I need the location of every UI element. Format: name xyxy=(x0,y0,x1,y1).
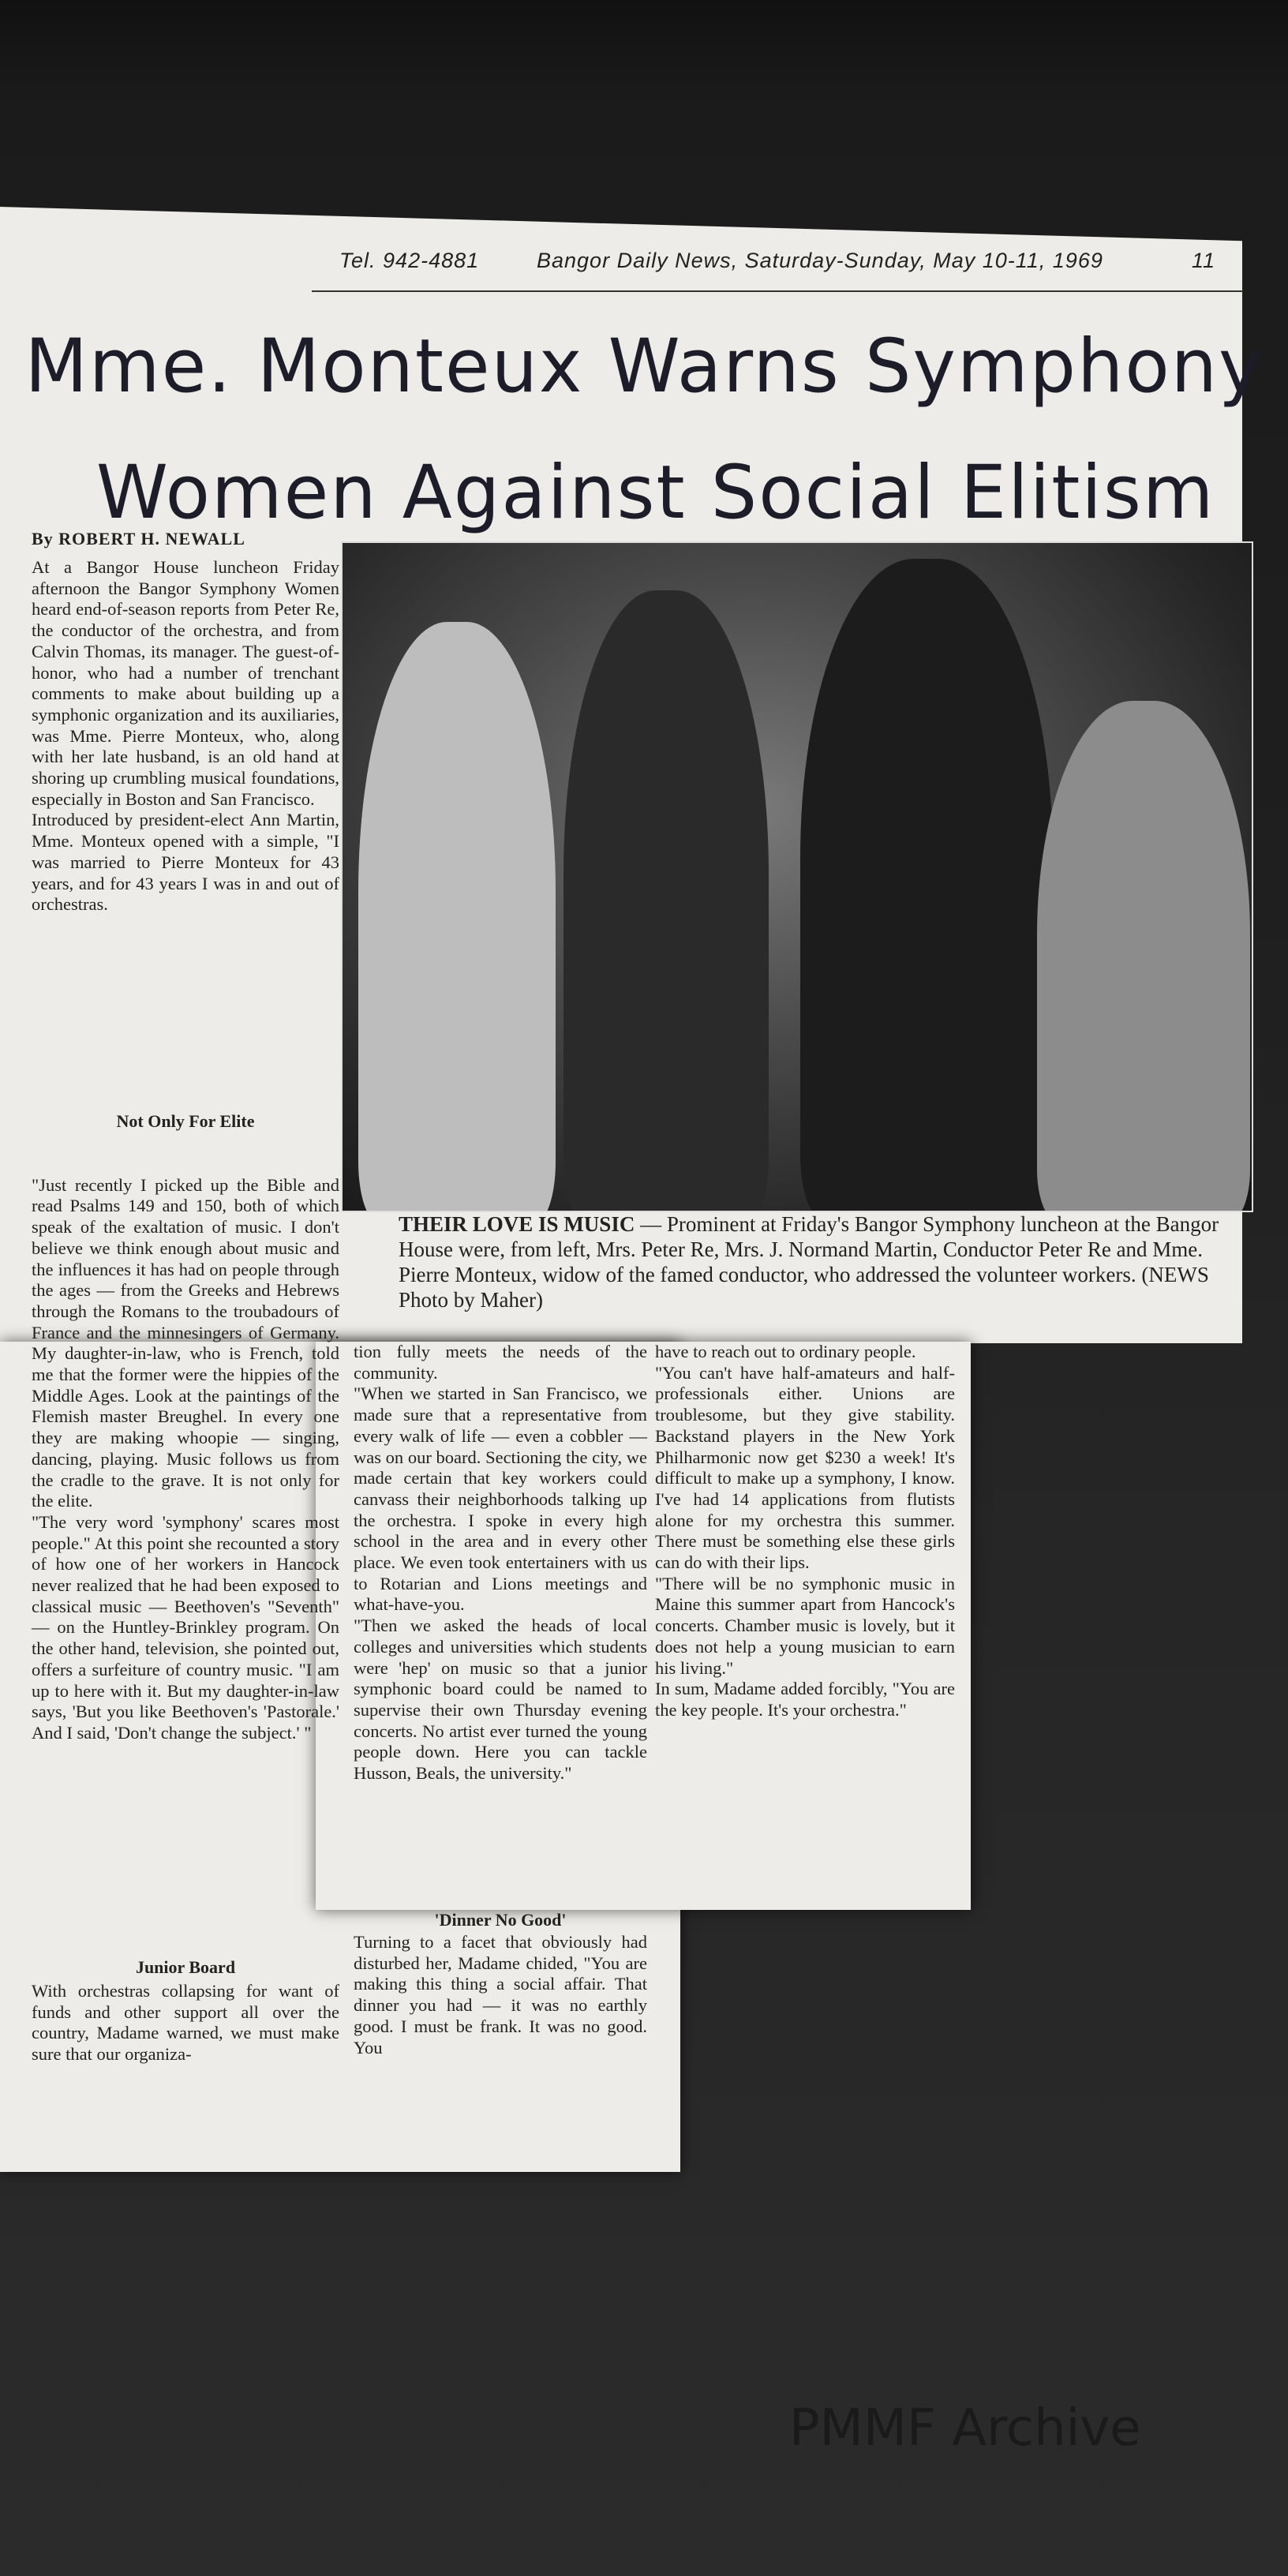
archive-watermark: PMMF Archive xyxy=(789,2399,1141,2458)
photo-figure-3 xyxy=(800,559,1053,1212)
photo-caption xyxy=(399,1211,1243,1312)
subhead-not-only-for-elite: Not Only For Elite xyxy=(116,1111,255,1131)
article-column-1-part-2 xyxy=(32,1154,339,1744)
header-rule xyxy=(312,290,1243,292)
headline xyxy=(13,304,1275,556)
news-photo xyxy=(341,541,1253,1212)
column-1-text: "Just recently I picked up the Bible and read Psalms 149 and 150, both of which speak of the exaltation of music. I don't believe we think enough about music and the influences it has had on people through the ages — from the Greeks and Hebrews through the Romans to the troubadours of France and the minnesingers of Germany. My daughter-in-law, who is French, told me that the former were the hippies of the Middle Ages. Look at the paintings of the Flemish master Breughel. In every one they are making whoopie — singing, dancing, playing. Music follows us from the cradle to the grave. It is not only for the elite. "The very word 'symphony' scares most people." At this point she recounted a story of how one of her workers in Hancock never realized that he had been exposed to classical music — Beethoven's "Seventh" — on the Huntley-Brinkley program. On the other hand, television, she pointed out, offers a surfeiture of country music. "I am up to here with it. But my daughter-in-law says, 'But you like Beethoven's 'Pastorale.' And I said, 'Don't change the subject.' " xyxy=(32,1174,339,1743)
article-column-1-part-3: With orchestras collapsing for want of funds and other support all over the country, Madame warned, we must make sure that our organiza- xyxy=(32,1981,339,2065)
subhead-dinner-no-good: 'Dinner No Good' xyxy=(434,1910,567,1930)
article-column-2-part-1: tion fully meets the needs of the community. "When we started in San Francisco, we made sure that a representative from every walk of life — even a cobbler — was on our board. Sectioning the city, we made certain that key workers could canvass their neighborhoods talking up the orchestra. I spoke in every high school in the area and in every other place. We even took entertainers with us to Rotarian and Lions meetings and what-have-you. "Then we asked the heads of local colleges and universities which students were 'hep' on music so that a junior symphonic board could be named to supervise their own Thursday evening concerts. No artist ever turned the young people down. Here you can tackle Husson, Beals, the university." xyxy=(354,1342,647,1784)
header-phone: Tel. 942-4881 xyxy=(339,249,480,272)
photo-figure-2 xyxy=(564,590,769,1212)
photo-figure-1 xyxy=(358,622,556,1212)
article-column-3: have to reach out to ordinary people. "You can't have half-amateurs and half-professionals either. Unions are troublesome, but they give stability. Backstand players in the New York Philharmonic now get $230 a week! It's difficult to make up a symphony, I know. I've had 14 applications from flutists alone for my orchestra this summer. There must be something else these girls can do with their lips. "There will be no symphonic music in Maine this summer apart from Hancock's concerts. Chamber music is lovely, but it does not help a young musician to earn his living." In sum, Madame added forcibly, "You are the key people. It's your orchestra." xyxy=(655,1342,955,1720)
photo-figure-4 xyxy=(1037,701,1250,1212)
headline-line-1: Mme. Monteux Warns Symphony xyxy=(24,324,1264,410)
headline-line-2: Women Against Social Elitism xyxy=(95,450,1215,536)
header-paper: Bangor Daily News, Saturday-Sunday, May 10-11, 1969 xyxy=(537,249,1103,272)
newspaper-header xyxy=(339,249,1247,280)
caption-lead: THEIR LOVE IS MUSIC xyxy=(399,1212,635,1236)
article-column-1-part-1: At a Bangor House luncheon Friday afternoon the Bangor Symphony Women heard end-of-season reports from Peter Re, the conductor of the orchestra, and from Calvin Thomas, its manager. The guest-of-honor, who had a number of trenchant comments to make about building up a symphonic organization and its auxiliaries, was Mme. Pierre Monteux, who, along with her late husband, is an old hand at shoring up crumbling musical foundations, especially in Boston and San Francisco. Introduced by president-elect Ann Martin, Mme. Monteux opened with a simple, "I was married to Pierre Monteux for 43 years, and for 43 years I was in and out of orchestras. xyxy=(32,557,339,915)
header-page-number: 11 xyxy=(1192,249,1216,272)
byline: By ROBERT H. NEWALL xyxy=(32,529,245,549)
subhead-junior-board: Junior Board xyxy=(135,1957,236,1977)
article-column-2-part-2: Turning to a facet that obviously had disturbed her, Madame chided, "You are making this thing a social affair. That dinner you had — it was no earthly good. I must be frank. It was no good. You xyxy=(354,1932,647,2057)
caption-text: — Prominent at Friday's Bangor Symphony luncheon at the Bangor House were, from left, Mrs. Peter Re, Mrs. J. Normand Martin, Conductor Peter Re and Mme. Pierre Monteux, widow of the famed conductor, who addressed the volunteer workers. (NEWS Photo by Maher) xyxy=(399,1212,1219,1312)
